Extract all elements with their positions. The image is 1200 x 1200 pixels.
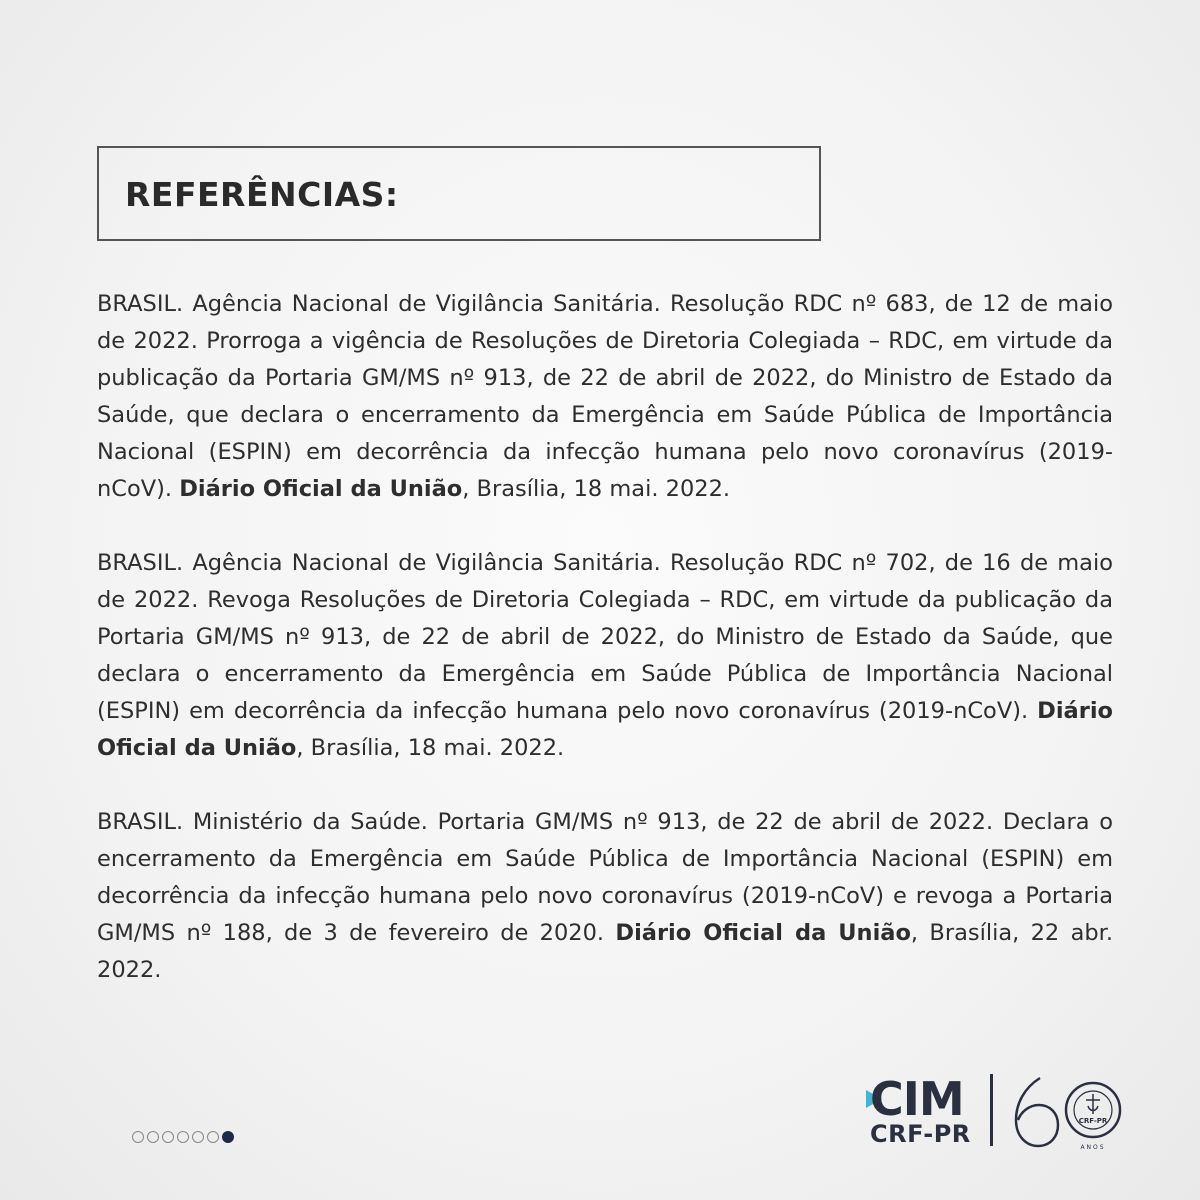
pagination-dot[interactable] (192, 1131, 204, 1143)
reference-tail: , Brasília, 22 abr. 2022. (97, 920, 1113, 983)
pagination-dot[interactable] (147, 1131, 159, 1143)
reference-journal: Diário Oficial da União (179, 476, 463, 502)
reference-text: BRASIL. Agência Nacional de Vigilância Sanitária. Resolução RDC nº 683, de 12 de maio de 2022. Prorroga a vigência de Resoluções de Diretoria Colegiada – RDC, em virtude da publicação da Portaria GM/MS nº 913, de 22 de abril de 2022, do Ministro de Estado da Saúde, que declara o encerramento da Emergência em Saúde Pública de Importância Nacional (ESPIN) em decorrência da infecção humana pelo novo coronavírus (2019-nCoV). (97, 291, 1113, 502)
reference-item (97, 804, 1113, 989)
cim-crf-logo (866, 1072, 1136, 1152)
references-list (97, 286, 1113, 1026)
seal-label: CRF-PR (1078, 1117, 1108, 1125)
anos-label: ANOS (1080, 1144, 1106, 1151)
reference-tail: , Brasília, 18 mai. 2022. (462, 476, 731, 502)
cim-logo-text: CIM (870, 1072, 964, 1126)
pagination-dot[interactable] (162, 1131, 174, 1143)
pagination-dot[interactable] (132, 1131, 144, 1143)
reference-tail: , Brasília, 18 mai. 2022. (296, 735, 565, 761)
reference-item (97, 286, 1113, 508)
pagination-dot[interactable] (177, 1131, 189, 1143)
reference-item (97, 545, 1113, 767)
reference-journal: Diário Oficial da União (97, 698, 1113, 761)
sixty-years-logo (1006, 1072, 1126, 1152)
caduceus-icon (1086, 1094, 1100, 1114)
carousel-pagination (132, 1131, 234, 1143)
logo-divider (990, 1074, 993, 1146)
reference-text: BRASIL. Ministério da Saúde. Portaria GM/MS nº 913, de 22 de abril de 2022. Declara o encerramento da Emergência em Saúde Pública de Importância Nacional (ESPIN) em decorrência da infecção humana pelo novo coronavírus (2019-nCoV) e revoga a Portaria GM/MS nº 188, de 3 de fevereiro de 2020. (97, 809, 1113, 946)
pagination-dot-active[interactable] (222, 1131, 234, 1143)
reference-journal: Diário Oficial da União (615, 920, 911, 946)
six-digit-icon (1016, 1078, 1058, 1146)
page-title: REFERÊNCIAS: (125, 175, 399, 214)
reference-text: BRASIL. Agência Nacional de Vigilância Sanitária. Resolução RDC nº 702, de 16 de maio de 2022. Revoga Resoluções de Diretoria Colegiada – RDC, em virtude da publicação da Portaria GM/MS nº 913, de 22 de abril de 2022, do Ministro de Estado da Saúde, que declara o encerramento da Emergência em Saúde Pública de Importância Nacional (ESPIN) em decorrência da infecção humana pelo novo coronavírus (2019-nCoV). (97, 550, 1113, 724)
pagination-dot[interactable] (207, 1131, 219, 1143)
heading-box (97, 146, 821, 241)
crf-logo-text: CRF-PR (870, 1120, 971, 1148)
